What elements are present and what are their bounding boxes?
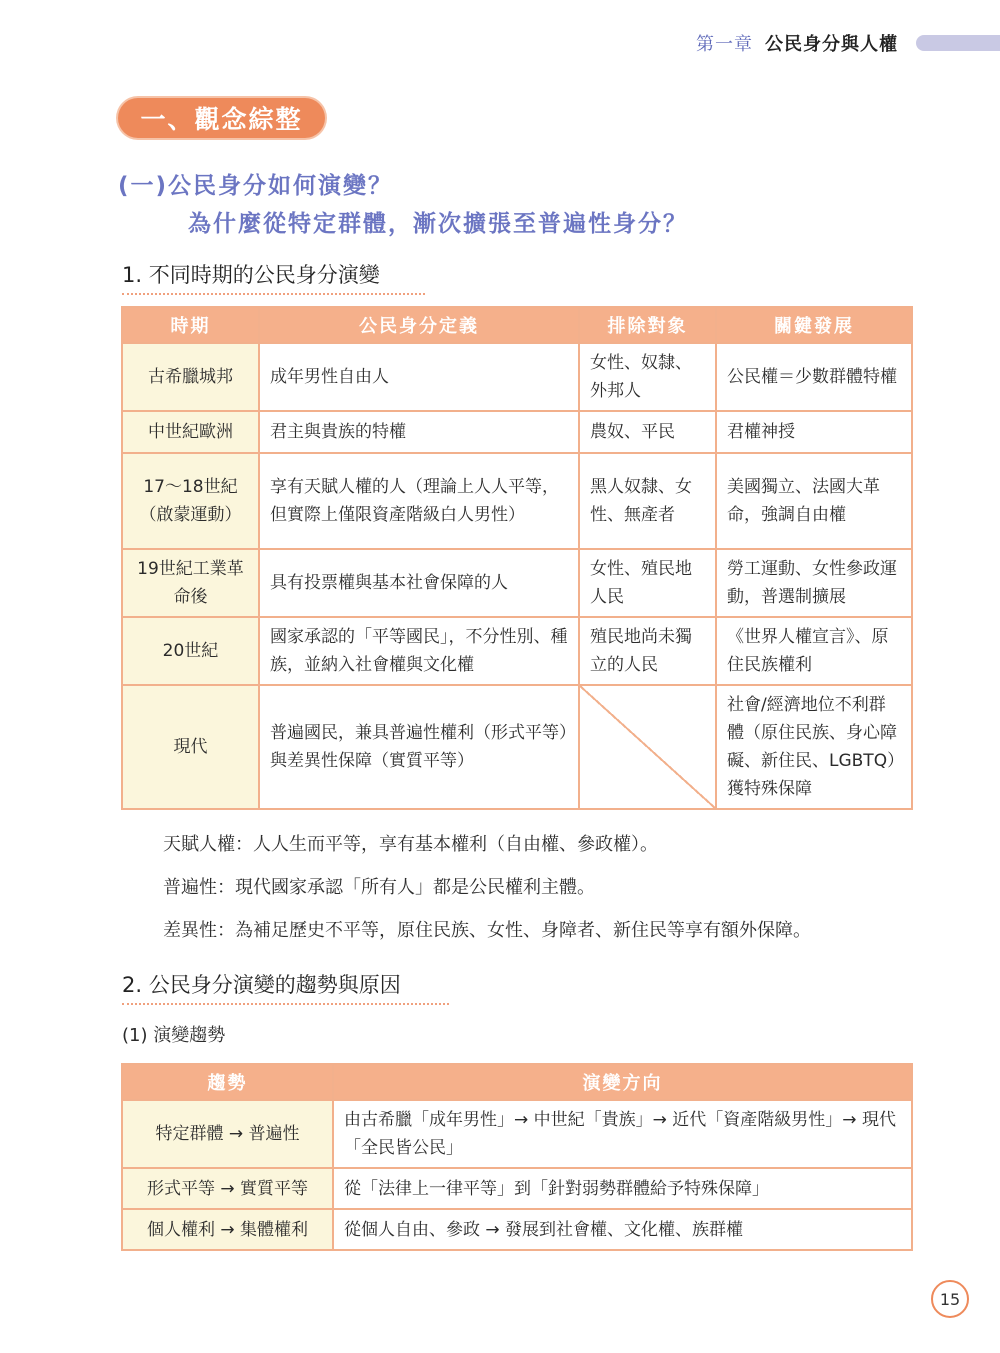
trend-table	[121, 1063, 913, 1251]
development-cell: 美國獨立、法國大革命，強調自由權	[716, 453, 912, 549]
column-header: 演變方向	[333, 1064, 912, 1100]
excluded-cell: 黑人奴隸、女性、無產者	[579, 453, 716, 549]
period-cell: 古希臘城邦	[122, 343, 259, 411]
table-row	[122, 549, 912, 617]
period-cell: 17～18世紀（啟蒙運動）	[122, 453, 259, 549]
page-number: 15	[931, 1280, 969, 1318]
excluded-cell: 女性、殖民地人民	[579, 549, 716, 617]
table-row	[122, 617, 912, 685]
header-decoration-bar	[916, 35, 1000, 51]
definition-cell: 國家承認的「平等國民」，不分性別、種族，並納入社會權與文化權	[259, 617, 579, 685]
definition-cell: 君主與貴族的特權	[259, 411, 579, 453]
development-cell: 社會/經濟地位不利群體（原住民族、身心障礙、新住民、LGBTQ）獲特殊保障	[716, 685, 912, 809]
period-cell: 現代	[122, 685, 259, 809]
chapter-topic: 公民身分與人權	[765, 34, 898, 55]
part1-title: 1. 不同時期的公民身分演變	[122, 259, 425, 295]
column-header: 公民身分定義	[259, 307, 579, 343]
excluded-cell: 農奴、平民	[579, 411, 716, 453]
column-header: 關鍵發展	[716, 307, 912, 343]
definition-cell: 享有天賦人權的人（理論上人人平等，但實際上僅限資產階級白人男性）	[259, 453, 579, 549]
table-header-row	[122, 1064, 912, 1100]
excluded-cell: 女性、奴隸、外邦人	[579, 343, 716, 411]
part2-title: 2. 公民身分演變的趨勢與原因	[122, 969, 449, 1005]
table-header-row	[122, 307, 912, 343]
column-header: 趨勢	[122, 1064, 333, 1100]
table-row	[122, 343, 912, 411]
development-cell: 勞工運動、女性參政運動，普選制擴展	[716, 549, 912, 617]
table-row	[122, 411, 912, 453]
table-row	[122, 1100, 912, 1168]
note-natural-rights: 天賦人權：人人生而平等，享有基本權利（自由權、參政權）。	[163, 834, 658, 855]
development-cell: 君權神授	[716, 411, 912, 453]
definition-cell: 普遍國民，兼具普遍性權利（形式平等）與差異性保障（實質平等）	[259, 685, 579, 809]
definition-cell: 成年男性自由人	[259, 343, 579, 411]
column-header: 時期	[122, 307, 259, 343]
note-difference: 差異性：為補足歷史不平等，原住民族、女性、身障者、新住民等享有額外保障。	[163, 920, 811, 941]
direction-cell: 從「法律上一律平等」到「針對弱勢群體給予特殊保障」	[333, 1168, 912, 1209]
development-cell: 《世界人權宣言》、原住民族權利	[716, 617, 912, 685]
part2-subtitle: (1) 演變趨勢	[122, 1025, 226, 1046]
question-title-line2: 為什麼從特定群體，漸次擴張至普遍性身分？	[188, 211, 688, 237]
table-row	[122, 453, 912, 549]
period-cell: 中世紀歐洲	[122, 411, 259, 453]
running-header	[696, 30, 898, 56]
definition-cell: 具有投票權與基本社會保障的人	[259, 549, 579, 617]
section-label: 一、觀念綜整	[118, 98, 325, 138]
table-row	[122, 685, 912, 809]
table-row	[122, 1209, 912, 1250]
trend-cell: 形式平等 → 實質平等	[122, 1168, 333, 1209]
table-row	[122, 1168, 912, 1209]
excluded-cell: 殖民地尚未獨立的人民	[579, 617, 716, 685]
direction-cell: 由古希臘「成年男性」→ 中世紀「貴族」→ 近代「資產階級男性」→ 現代「全民皆公民」	[333, 1100, 912, 1168]
excluded-cell-empty	[579, 685, 716, 809]
question-title-line1: (一)公民身分如何演變？	[118, 173, 394, 199]
period-cell: 19世紀工業革命後	[122, 549, 259, 617]
period-cell: 20世紀	[122, 617, 259, 685]
trend-cell: 個人權利 → 集體權利	[122, 1209, 333, 1250]
trend-cell: 特定群體 → 普遍性	[122, 1100, 333, 1168]
note-universality: 普遍性：現代國家承認「所有人」都是公民權利主體。	[163, 877, 595, 898]
citizenship-evolution-table	[121, 306, 913, 810]
column-header: 排除對象	[579, 307, 716, 343]
chapter-label: 第一章	[696, 34, 753, 55]
development-cell: 公民權＝少數群體特權	[716, 343, 912, 411]
direction-cell: 從個人自由、參政 → 發展到社會權、文化權、族群權	[333, 1209, 912, 1250]
